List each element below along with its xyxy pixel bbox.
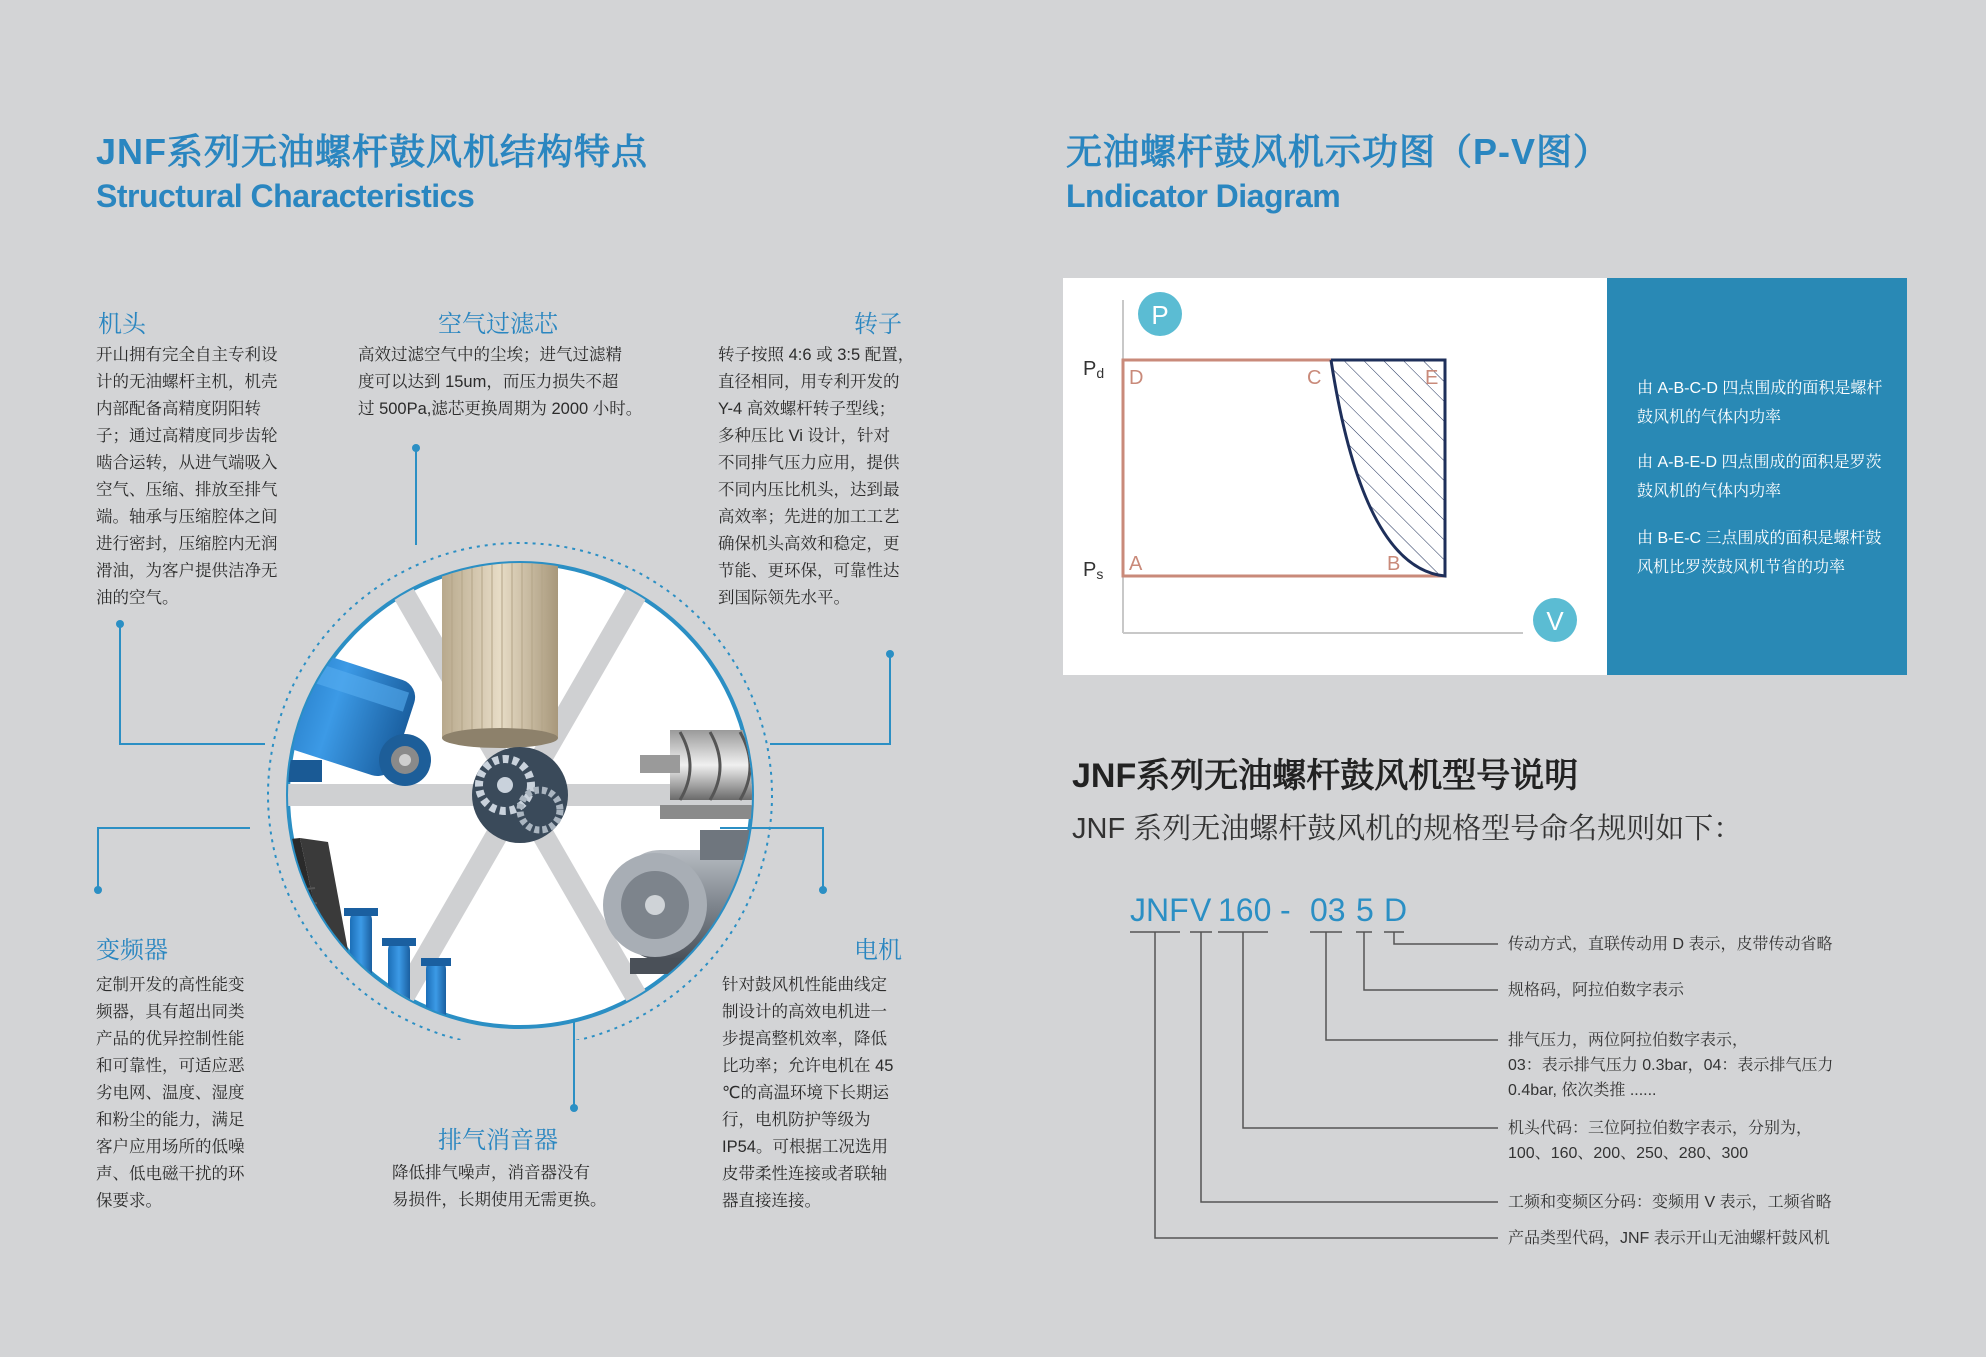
inverter-title: 变频器 (96, 937, 168, 964)
motor-title: 电机 (854, 937, 902, 964)
pv-title-en: Lndicator Diagram (1066, 178, 1341, 214)
structure-title-en: Structural Characteristics (96, 178, 475, 214)
model-heading: JNF系列无油螺杆鼓风机型号说明 (1072, 757, 1579, 795)
code-160: 160 (1218, 892, 1272, 928)
point-b: B (1387, 553, 1401, 575)
desc-product-type: 产品类型代码，JNF 表示开山无油螺杆鼓风机 (1508, 1230, 1830, 1247)
filter-text: 高效过滤空气中的尘埃；进气过滤精 度可以达到 15um，而压力损失不超 过 500Pa,滤芯更换周期为 2000 小时。 (358, 346, 643, 418)
desc-frequency: 工频和变频区分码：变频用 V 表示，工频省略 (1508, 1194, 1832, 1211)
code-03: 03 (1310, 892, 1346, 928)
ps-label: Ps (1083, 559, 1104, 582)
pv-note-1: 由 A-B-C-D 四点围成的面积是螺杆鼓风机的气体内功率 (1637, 380, 1883, 426)
desc-head-code: 机头代码：三位阿拉伯数字表示，分别为， 100、160、200、250、280、300 (1508, 1120, 1813, 1162)
code-5: 5 (1356, 892, 1374, 928)
pv-note-2: 由 A-B-E-D 四点围成的面积是罗茨鼓风机的气体内功率 (1637, 454, 1882, 500)
pv-note-3: 由 B-E-C 三点围成的面积是螺杆鼓风机比罗茨鼓风机节省的功率 (1637, 530, 1882, 576)
p-axis-label: P (1151, 300, 1169, 330)
silencer-title: 排气消音器 (438, 1127, 558, 1154)
v-axis-label: V (1546, 606, 1564, 636)
pd-label: Pd (1083, 358, 1105, 381)
structure-title-cn: JNF系列无油螺杆鼓风机结构特点 (96, 131, 649, 172)
desc-pressure: 排气压力，两位阿拉伯数字表示， 03：表示排气压力 0.3bar，04：表示排气压力 0.4bar, 依次类推 ...... (1508, 1032, 1834, 1099)
code-jnf: JNF (1130, 892, 1189, 928)
rotor-text: 转子按照 4:6 或 3:5 配置， 直径相同，用专利开发的 Y-4 高效螺杆转子型线； 多种压比 Vi 设计，针对 不同排气压力应用，提供 不同内压比机头，达到最 高效率；先进的加工工艺 确保机头高效和稳定，更 节能、更环保，可靠性达 到国际领先水平。 (718, 346, 915, 607)
desc-drive: 传动方式，直联传动用 D 表示，皮带传动省略 (1508, 936, 1833, 953)
code-d: D (1384, 892, 1408, 928)
head-text: 开山拥有完全自主专利设 计的无油螺杆主机，机壳 内部配备高精度阴阳转 子；通过高精度同步齿轮 啮合运转，从进气端吸入 空气、压缩、排放至排气 端。轴承与压缩腔体之间 进行密封，压缩腔内无润 滑油，为客户提供洁净无 油的空气。 (96, 346, 278, 607)
inverter-text: 定制开发的高性能变 频器，具有超出同类 产品的优异控制性能 和可靠性，可适应恶 劣电网、温度、湿度 和粉尘的能力，满足 客户应用场所的低噪 声、低电磁干扰的环 保要求。 (96, 976, 245, 1210)
rotor-title: 转子 (854, 311, 902, 338)
point-e: E (1425, 367, 1439, 389)
silencer-text: 降低排气噪声，消音器没有 易损件，长期使用无需更换。 (392, 1164, 607, 1209)
code-v: V (1190, 892, 1212, 928)
point-c: C (1307, 367, 1322, 389)
point-d: D (1129, 367, 1144, 389)
point-a: A (1129, 553, 1143, 575)
desc-spec: 规格码，阿拉伯数字表示 (1508, 982, 1685, 999)
head-title: 机头 (98, 311, 146, 338)
model-subheading: JNF 系列无油螺杆鼓风机的规格型号命名规则如下： (1072, 813, 1743, 845)
code-dash: - (1280, 892, 1291, 928)
filter-title: 空气过滤芯 (438, 311, 558, 338)
pv-title-cn: 无油螺杆鼓风机示功图（P-V图） (1066, 131, 1611, 172)
motor-text: 针对鼓风机性能曲线定 制设计的高效电机进一 步提高整机效率，降低 比功率；允许电机在 45 ℃的高温环境下长期运 行，电机防护等级为 IP54。可根据工况选用 皮带柔性连接或者联轴 器直接连接。 (722, 976, 894, 1210)
